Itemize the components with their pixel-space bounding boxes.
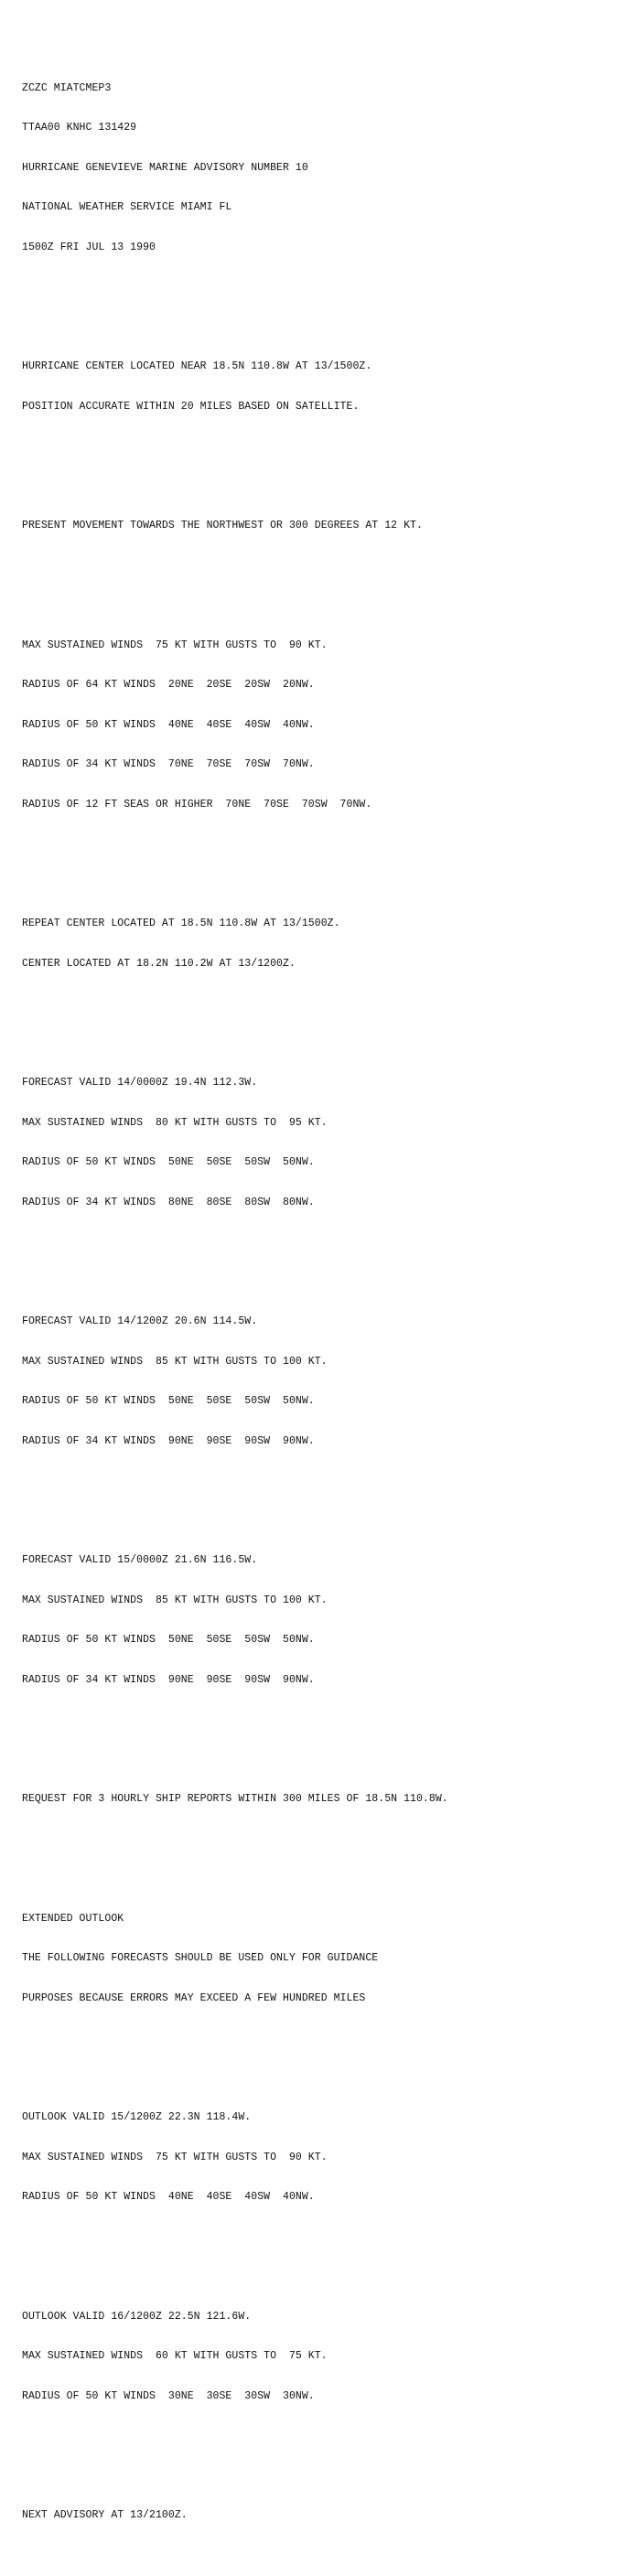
text-line: REPEAT CENTER LOCATED AT 18.5N 110.8W AT 13/1500Z. xyxy=(22,918,340,929)
text-line: RADIUS OF 50 KT WINDS 40NE 40SE 40SW 40NW. xyxy=(22,718,315,731)
text-line: OUTLOOK VALID 16/1200Z 22.5N 121.6W. xyxy=(22,2310,252,2323)
text-line: RADIUS OF 50 KT WINDS 30NE 30SE 30SW 30NW. xyxy=(22,2389,315,2402)
advisory-title: HURRICANE GENEVIEVE MARINE ADVISORY NUMBER 10 xyxy=(22,161,308,174)
issuing-office: NATIONAL WEATHER SERVICE MIAMI FL xyxy=(22,201,232,213)
text-line: RADIUS OF 50 KT WINDS 50NE 50SE 50SW 50NW. xyxy=(22,1156,315,1168)
current-winds-section xyxy=(22,613,448,839)
text-line: POSITION ACCURATE WITHIN 20 MILES BASED ON SATELLITE. xyxy=(22,400,360,413)
text-line: PURPOSES BECAUSE ERRORS MAY EXCEED A FEW HUNDRED MILES xyxy=(22,1991,366,2004)
text-line: OUTLOOK VALID 15/1200Z 22.3N 118.4W. xyxy=(22,2111,252,2123)
text-line: FORECAST VALID 15/0000Z 21.6N 116.5W. xyxy=(22,1554,258,1566)
text-line: MAX SUSTAINED WINDS 85 KT WITH GUSTS TO 100 KT. xyxy=(22,1594,328,1606)
text-line: MAX SUSTAINED WINDS 60 KT WITH GUSTS TO 75 KT. xyxy=(22,2350,328,2362)
center-location-section xyxy=(22,334,448,440)
text-line: RADIUS OF 34 KT WINDS 80NE 80SE 80SW 80NW. xyxy=(22,1196,315,1208)
ship-report-request xyxy=(22,1766,448,1833)
text-line: MAX SUSTAINED WINDS 85 KT WITH GUSTS TO 100 KT. xyxy=(22,1355,328,1368)
text-line: RADIUS OF 50 KT WINDS 40NE 40SE 40SW 40NW. xyxy=(22,2191,315,2203)
text-line: RADIUS OF 12 FT SEAS OR HIGHER 70NE 70SE 70SW 70NW. xyxy=(22,798,372,810)
header-line: TTAA00 KNHC 131429 xyxy=(22,122,137,134)
text-line: RADIUS OF 34 KT WINDS 90NE 90SE 90SW 90NW. xyxy=(22,1434,315,1447)
text-line: RADIUS OF 34 KT WINDS 90NE 90SE 90SW 90NW. xyxy=(22,1673,315,1686)
text-line: NEXT ADVISORY AT 13/2100Z. xyxy=(22,2509,188,2521)
movement-section xyxy=(22,493,448,560)
section-heading: EXTENDED OUTLOOK xyxy=(22,1912,124,1925)
header-line: ZCZC MIATCMEP3 xyxy=(22,81,112,94)
next-advisory-section xyxy=(22,2483,448,2549)
extended-outlook-section xyxy=(22,1886,448,2033)
forecast-section xyxy=(22,1289,448,1475)
repeat-center-section xyxy=(22,891,448,997)
outlook-section xyxy=(22,2284,448,2431)
text-line: RADIUS OF 64 KT WINDS 20NE 20SE 20SW 20NW. xyxy=(22,679,315,691)
text-line: FORECAST VALID 14/1200Z 20.6N 114.5W. xyxy=(22,1315,258,1327)
text-line: THE FOLLOWING FORECASTS SHOULD BE USED ONLY FOR GUIDANCE xyxy=(22,1952,379,1964)
text-line: MAX SUSTAINED WINDS 75 KT WITH GUSTS TO 90 KT. xyxy=(22,639,328,651)
text-line: RADIUS OF 50 KT WINDS 50NE 50SE 50SW 50NW. xyxy=(22,1395,315,1407)
outlook-section xyxy=(22,2085,448,2231)
forecast-section xyxy=(22,1050,448,1236)
advisory-header xyxy=(22,56,448,282)
text-line: RADIUS OF 34 KT WINDS 70NE 70SE 70SW 70NW. xyxy=(22,758,315,770)
text-line: PRESENT MOVEMENT TOWARDS THE NORTHWEST OR 300 DEGREES AT 12 KT. xyxy=(22,520,423,531)
text-line: CENTER LOCATED AT 18.2N 110.2W AT 13/1200Z. xyxy=(22,957,296,970)
text-line: MAX SUSTAINED WINDS 80 KT WITH GUSTS TO 95 KT. xyxy=(22,1116,328,1129)
text-line: HURRICANE CENTER LOCATED NEAR 18.5N 110.8W AT 13/1500Z. xyxy=(22,360,372,372)
text-line: RADIUS OF 50 KT WINDS 50NE 50SE 50SW 50NW. xyxy=(22,1634,315,1646)
text-line: MAX SUSTAINED WINDS 75 KT WITH GUSTS TO 90 KT. xyxy=(22,2151,328,2163)
marine-advisory-document xyxy=(22,16,448,2576)
text-line: REQUEST FOR 3 HOURLY SHIP REPORTS WITHIN 300 MILES OF 18.5N 110.8W. xyxy=(22,1793,448,1805)
issue-time: 1500Z FRI JUL 13 1990 xyxy=(22,241,156,253)
text-line: FORECAST VALID 14/0000Z 19.4N 112.3W. xyxy=(22,1077,258,1089)
forecast-section xyxy=(22,1528,448,1713)
